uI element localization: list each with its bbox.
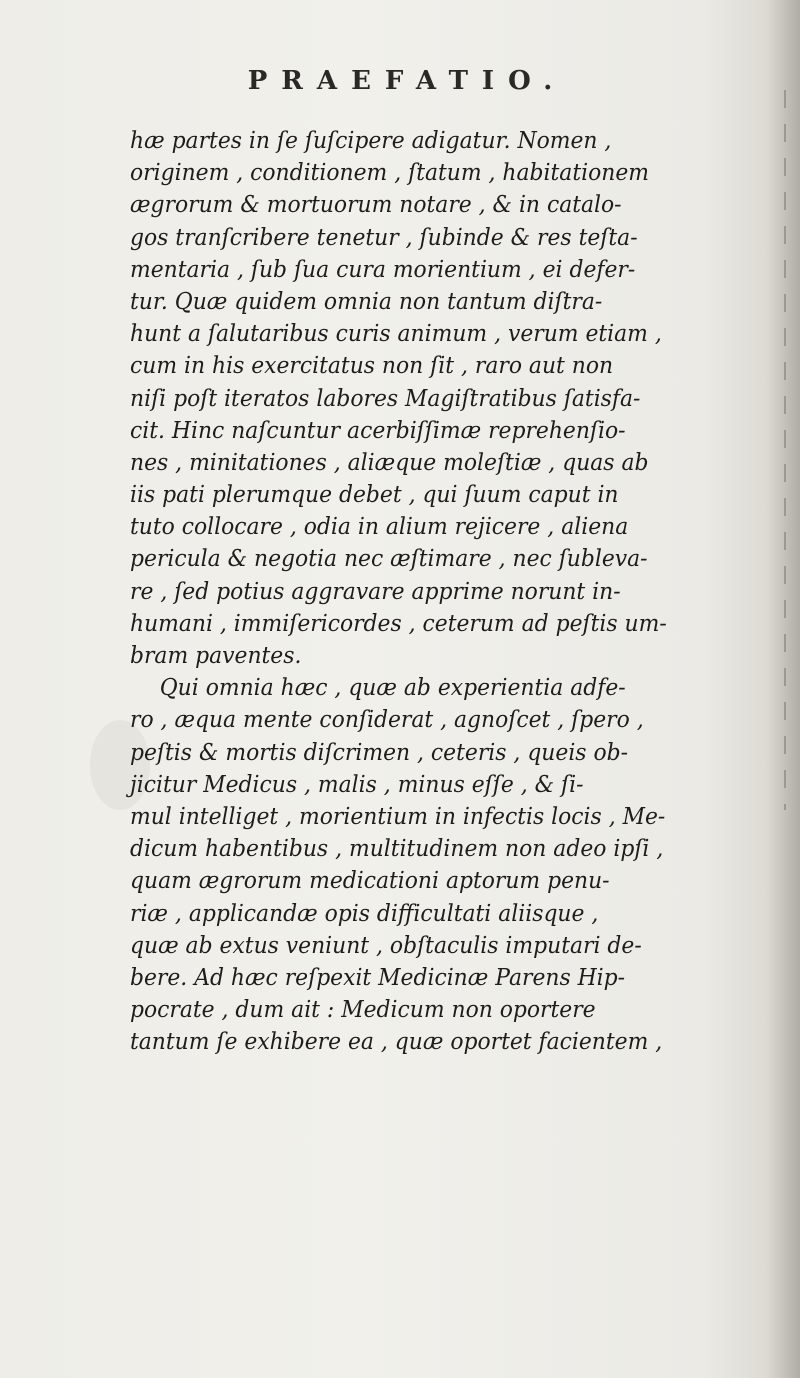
paragraph-first-line: Qui omnia hæc , quæ ab experientia adfe- [159, 673, 626, 702]
text-line: hæ partes in ſe ſuſcipere adigatur. Nomen , [130, 126, 612, 154]
text-line: ro , æqua mente conſiderat , agnoſcet , ſpero , [130, 705, 644, 734]
text-line: nes , minitationes , aliæque moleſtiæ , quas ab [130, 447, 649, 476]
text-line: peſtis & mortis diſcrimen , ceteris , queis ob- [130, 737, 629, 766]
text-line: cum in his exercitatus non ſit , raro aut non [130, 351, 614, 380]
text-line: iis pati plerumque debet , qui ſuum caput in [130, 480, 619, 509]
text-line: niſi poſt iteratos labores Magiſtratibus ſatisfa- [130, 383, 641, 412]
running-head: PRAEFATIO. [247, 66, 567, 96]
text-line: pericula & negotia nec æſtimare , nec ſubleva- [130, 544, 648, 573]
text-line: gos tranſcribere tenetur , ſubinde & res teſta- [130, 222, 638, 251]
text-line: tuto collocare , odia in alium rejicere , aliena [130, 512, 629, 541]
text-line: riæ , applicandæ opis difficultati aliisque , [130, 898, 599, 927]
text-line: quam ægrorum medicationi aptorum penu- [130, 866, 610, 895]
text-line: bere. Ad hæc reſpexit Medicinæ Parens Hip- [130, 962, 626, 991]
text-line: mentaria , ſub ſua cura morientium , ei defer- [130, 254, 636, 283]
text-line: mul intelliget , morientium in infectis locis , Me- [130, 801, 666, 830]
text-line: pocrate , dum ait : Medicum non oportere [130, 995, 596, 1024]
text-line: re , ſed potius aggravare apprime norunt in- [130, 576, 621, 605]
text-line: bram paventes. [130, 641, 302, 669]
text-line: tantum ſe exhibere ea , quæ oportet facientem , [130, 1027, 663, 1056]
text-line: ægrorum & mortuorum notare , & in catalo- [130, 190, 622, 219]
text-line: quæ ab extus veniunt , obſtaculis imputari de- [130, 930, 642, 959]
text-line: tur. Quæ quidem omnia non tantum diſtra- [130, 286, 603, 315]
text-line: jicitur Medicus , malis , minus eſſe , & ſi- [130, 769, 584, 798]
text-line: cit. Hinc naſcuntur acerbiſſimæ reprehenſio- [130, 415, 626, 444]
text-line: originem , conditionem , ſtatum , habitationem [130, 158, 649, 187]
body-text [130, 124, 790, 1057]
text-line: hunt a ſalutaribus curis animum , verum etiam , [130, 319, 662, 348]
text-line: humani , immiſericordes , ceterum ad peſtis um- [130, 608, 667, 637]
text-line: dicum habentibus , multitudinem non adeo ipſi , [130, 834, 664, 863]
